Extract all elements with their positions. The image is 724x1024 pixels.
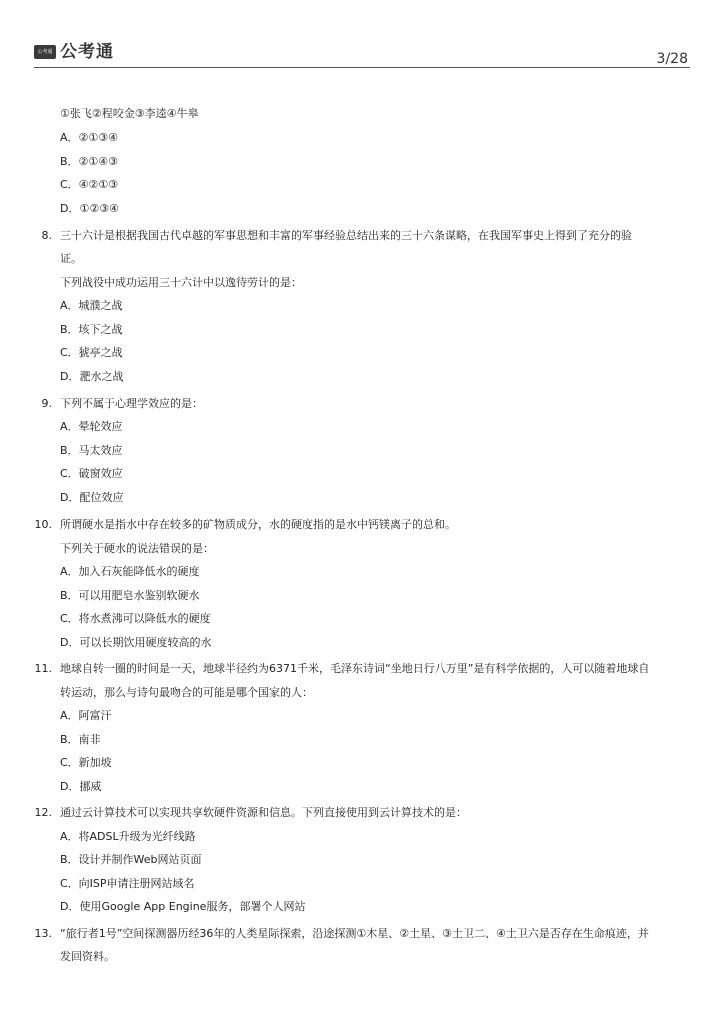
q7-option-b: B．②①④③ [60, 155, 118, 168]
q11-option-c: C．新加坡 [60, 756, 112, 769]
q7-stem: ①张飞②程咬金③李逵④牛皋 [60, 107, 199, 120]
q8-option-a: A．城濮之战 [60, 299, 123, 312]
q11-stem-line2: 转运动，那么与诗句最吻合的可能是哪个国家的人： [60, 686, 313, 699]
q8-option-b: B．垓下之战 [60, 323, 123, 336]
q9-option-a: A．晕轮效应 [60, 420, 123, 433]
page-number: 3/28 [656, 51, 688, 67]
q11-option-a: A．阿富汗 [60, 709, 112, 722]
q7-option-c: C．④②①③ [60, 178, 119, 191]
q13-stem-line2: 发回资料。 [60, 950, 115, 963]
q9-option-c: C．破窗效应 [60, 467, 123, 480]
q8-stem-line1: 三十六计是根据我国古代卓越的军事思想和丰富的军事经验总结出来的三十六条谋略，在我国军事史上得到了充分的验 [60, 229, 632, 242]
q10-option-d: D．可以长期饮用硬度较高的水 [60, 636, 212, 649]
q8-question: 下列战役中成功运用三十六计中以逸待劳计的是： [60, 276, 302, 289]
q10-number: 10. [34, 518, 52, 531]
q13-stem-line1: “旅行者1号”空间探测器历经36年的人类星际探索，沿途探测①木星、②土星、③土卫二、④土卫六是否存在生命痕迹，并 [60, 927, 649, 940]
q11-option-b: B．南非 [60, 733, 101, 746]
q10-question: 下列关于硬水的说法错误的是： [60, 542, 214, 555]
q9-stem: 下列不属于心理学效应的是： [60, 397, 203, 410]
q7-option-d: D．①②③④ [60, 202, 119, 215]
q10-option-a: A．加入石灰能降低水的硬度 [60, 565, 200, 578]
q9-option-b: B．马太效应 [60, 444, 123, 457]
q8-number: 8. [41, 229, 52, 242]
q12-number: 12. [34, 806, 52, 819]
q9-number: 9. [41, 397, 52, 410]
q11-number: 11. [34, 662, 52, 675]
logo-text: 公考通 [60, 42, 114, 62]
logo-mark: 公考通 [34, 45, 56, 59]
q10-option-c: C．将水煮沸可以降低水的硬度 [60, 612, 211, 625]
q13-number: 13. [34, 927, 52, 940]
q7-option-a: A．②①③④ [60, 131, 118, 144]
q8-stem-line2: 证。 [60, 252, 82, 265]
q12-option-b: B．设计并制作Web网站页面 [60, 853, 202, 866]
q11-stem-line1: 地球自转一圈的时间是一天，地球半径约为6371千米，毛泽东诗词“坐地日行八万里”是有科学依据的，人可以随着地球自 [60, 662, 650, 675]
q12-stem: 通过云计算技术可以实现共享软硬件资源和信息。下列直接使用到云计算技术的是： [60, 806, 467, 819]
q12-option-a: A．将ADSL升级为光纤线路 [60, 830, 196, 843]
q8-option-d: D．淝水之战 [60, 370, 124, 383]
q9-option-d: D．配位效应 [60, 491, 124, 504]
q10-option-b: B．可以用肥皂水鉴别软硬水 [60, 589, 200, 602]
q11-option-d: D．挪威 [60, 780, 102, 793]
q8-option-c: C．猇亭之战 [60, 346, 123, 359]
q10-stem: 所谓硬水是指水中存在较多的矿物质成分，水的硬度指的是水中钙镁离子的总和。 [60, 518, 456, 531]
q12-option-d: D．使用Google App Engine服务，部署个人网站 [60, 900, 306, 913]
q12-option-c: C．向ISP申请注册网站域名 [60, 877, 195, 890]
